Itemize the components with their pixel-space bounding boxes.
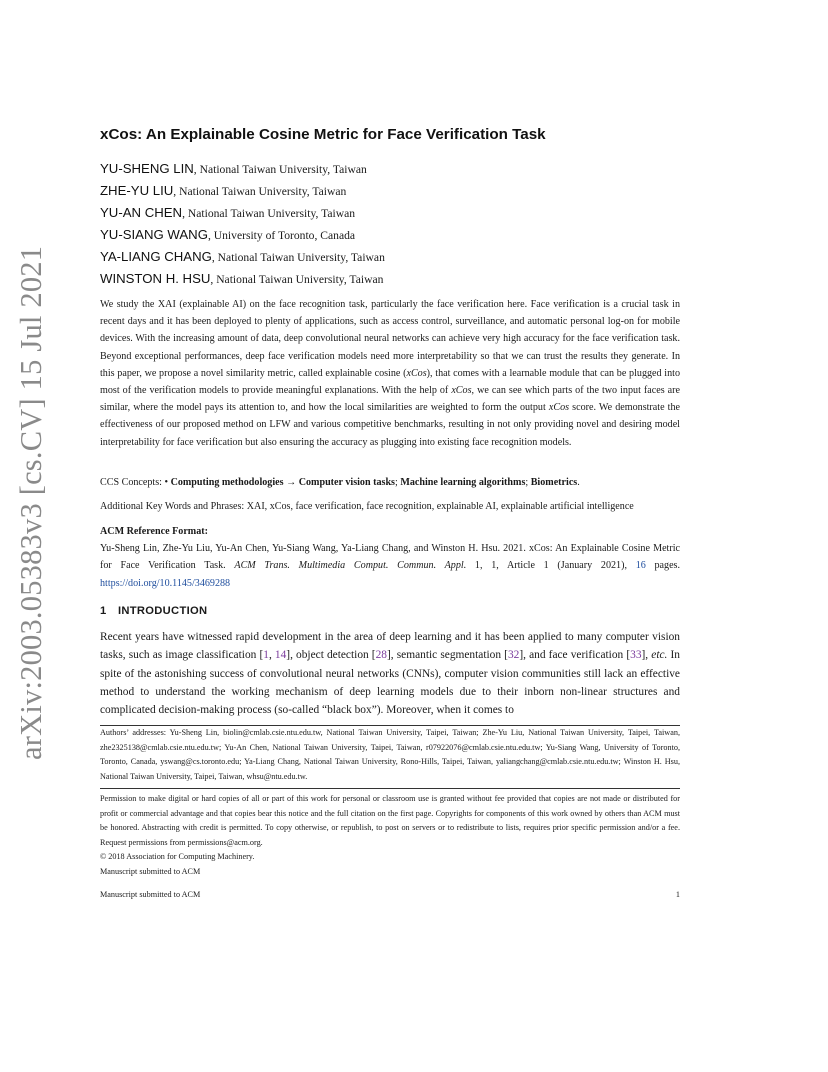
author-affiliation: , National Taiwan University, Taiwan bbox=[211, 251, 385, 264]
intro-text: , bbox=[268, 649, 275, 662]
intro-text: Recent years have witnessed rapid development in the area of deep learning and it has been applied to many computer vision tasks, such as image classification [ bbox=[100, 631, 680, 662]
journal-name: ACM Trans. Multimedia Comput. Commun. Appl. bbox=[234, 560, 467, 572]
arxiv-side-stamp: arXiv:2003.05383v3 [cs.CV] 15 Jul 2021 bbox=[14, 245, 48, 760]
citation-link[interactable]: 32 bbox=[507, 649, 520, 662]
paper-title: xCos: An Explainable Cosine Metric for Face Verification Task bbox=[100, 126, 546, 143]
abstract-text: , we can see which parts of the two input faces are similar, where the model pays its attention to, and how the local similarities are weighted to form the output bbox=[100, 385, 680, 414]
introduction-paragraph bbox=[100, 628, 680, 719]
intro-text: ], object detection [ bbox=[286, 649, 376, 662]
author-name: YU-SHENG LIN bbox=[100, 161, 194, 176]
intro-text: In spite of the astonishing success of convolutional neural networks (CNNs), computer vision communities still lack an effective method to understand the working mechanism of deep learning models due to their inborn non-linear structures and complicated decision-making process (so-called “black box”). Moreover, when it comes to bbox=[100, 649, 680, 717]
abstract-text: We study the XAI (explainable AI) on the face recognition task, particularly the face verification here. Face verification is a crucial task in recent days and it has been deployed to plenty of applications, such as access control, surveillance, and automatic personal log-on for mobile devices. With the increasing amount of data, deep convolutional neural networks can achieve very high accuracy for the face verification task. Beyond exceptional performances, deep face verification models need more interpretability so that we can trust the results they generate. In this paper, we propose a novel similarity metric, called explainable cosine ( bbox=[100, 299, 680, 379]
permission-notice: Permission to make digital or hard copies of all or part of this work for personal or classroom use is granted without fee provided that copies are not made or distributed for profit or commercial advantage and that copies bear this notice and the full citation on the first page. Copyrights for components of this work owned by others than ACM must be honored. Abstracting with credit is permitted. To copy otherwise, or republish, to post on servers or to redistribute to lists, requires prior specific permission and/or a fee. Request permissions from permissions@acm.org. bbox=[100, 794, 680, 847]
pages-link[interactable]: 16 bbox=[635, 560, 646, 572]
author-line bbox=[100, 160, 385, 182]
copyright-notice: © 2018 Association for Computing Machinery. bbox=[100, 852, 255, 862]
abstract bbox=[100, 296, 680, 451]
page-number: 1 bbox=[675, 890, 680, 899]
citation-link[interactable]: 1 bbox=[263, 649, 269, 662]
keywords: Additional Key Words and Phrases: XAI, xCos, face verification, face recognition, explainable AI, explainable artificial intelligence bbox=[100, 501, 634, 512]
author-affiliation: , University of Toronto, Canada bbox=[207, 229, 356, 242]
section-title: INTRODUCTION bbox=[118, 605, 208, 617]
author-affiliation: , National Taiwan University, Taiwan bbox=[182, 207, 356, 220]
intro-text: ], bbox=[641, 649, 652, 662]
author-line bbox=[100, 226, 385, 248]
acm-reference bbox=[100, 523, 680, 592]
abstract-emphasis: xCos bbox=[406, 367, 427, 379]
abstract-text: score. We demonstrate the effectiveness of our proposed method on LFW and various competitive benchmarks, resulting in not only providing novel and desiring model interpretability for face verification but also ensuring the accuracy as plugging into existing face recognition models. bbox=[100, 402, 680, 448]
author-name: YU-AN CHEN bbox=[100, 205, 183, 220]
ccs-bullet: • bbox=[164, 477, 171, 488]
author-name: WINSTON H. HSU bbox=[100, 271, 211, 286]
section-heading-introduction bbox=[100, 605, 207, 617]
author-name: YA-LIANG CHANG bbox=[100, 249, 212, 264]
ccs-separator: ; bbox=[525, 477, 531, 488]
acm-reference-heading: ACM Reference Format: bbox=[100, 526, 208, 537]
intro-text: ], semantic segmentation [ bbox=[387, 649, 508, 662]
author-name: YU-SIANG WANG bbox=[100, 227, 208, 242]
ccs-concept: Machine learning algorithms bbox=[400, 477, 526, 488]
acm-reference-text bbox=[100, 540, 680, 592]
author-line bbox=[100, 270, 385, 292]
ccs-label: CCS Concepts: bbox=[100, 477, 165, 488]
author-affiliation: , National Taiwan University, Taiwan bbox=[193, 163, 367, 176]
permission-block bbox=[100, 792, 680, 880]
abstract-text: ), that comes with a learnable module that can be plugged into most of the verification models to provide meaningful explanations. With the help of bbox=[100, 367, 680, 397]
ccs-concept: Computing methodologies → Computer vision tasks bbox=[170, 477, 395, 488]
author-line bbox=[100, 182, 385, 204]
author-line bbox=[100, 204, 385, 226]
citation-link[interactable]: 33 bbox=[630, 649, 642, 662]
author-list bbox=[100, 160, 385, 292]
footer-left-text: Manuscript submitted to ACM bbox=[100, 890, 201, 899]
ccs-end: . bbox=[577, 477, 580, 488]
doi-link[interactable]: https://doi.org/10.1145/3469288 bbox=[100, 577, 231, 589]
intro-emphasis: etc. bbox=[651, 649, 668, 662]
ccs-separator: ; bbox=[395, 477, 401, 488]
author-line bbox=[100, 248, 385, 270]
reference-text: 1, 1, Article 1 (January 2021), bbox=[466, 560, 636, 572]
authors-addresses-footnote: Authors’ addresses: Yu-Sheng Lin, biolin@cmlab.csie.ntu.edu.tw, National Taiwan University, Taipei, Taiwan; Zhe-Yu Liu, National Taiwan University, Taipei, Taiwan, zhe2325138@cmlab.csie.ntu.edu.tw; Yu-An Chen, National Taiwan University, Taipei, Taiwan, r07922076@cmlab.csie.ntu.edu.tw; Yu-Siang Wang, University of Toronto, Toronto, Canada, yswang@cs.toronto.edu; Ya-Liang Chang, National Taiwan University, Rono-Hills, Taipei, Taiwan, yaliangchang@cmlab.csie.ntu.edu.tw; Winston H. Hsu, National Taiwan University, Taipei, Taiwan, whsu@ntu.edu.tw. bbox=[100, 728, 680, 781]
reference-text: pages. bbox=[645, 560, 680, 572]
ccs-concept: Biometrics bbox=[530, 477, 578, 488]
abstract-emphasis: xCos bbox=[451, 385, 472, 397]
reference-text: Yu-Sheng Lin, Zhe-Yu Liu, Yu-An Chen, Yu-Siang Wang, Ya-Liang Chang, and Winston H. Hsu. 2021. xCos: An Explainable Cosine Metric for Face Verification Task. bbox=[100, 543, 680, 572]
intro-text: ], and face verification [ bbox=[519, 649, 631, 662]
author-affiliation: , National Taiwan University, Taiwan bbox=[210, 273, 384, 286]
author-name: ZHE-YU LIU bbox=[100, 183, 174, 198]
citation-link[interactable]: 28 bbox=[375, 649, 387, 662]
ccs-concepts bbox=[100, 474, 680, 491]
citation-link[interactable]: 14 bbox=[274, 649, 287, 662]
abstract-emphasis: xCos bbox=[548, 402, 570, 414]
section-number: 1 bbox=[100, 605, 107, 617]
author-affiliation: , National Taiwan University, Taiwan bbox=[173, 185, 347, 198]
submission-notice: Manuscript submitted to ACM bbox=[100, 866, 201, 876]
permission-divider bbox=[100, 788, 680, 789]
